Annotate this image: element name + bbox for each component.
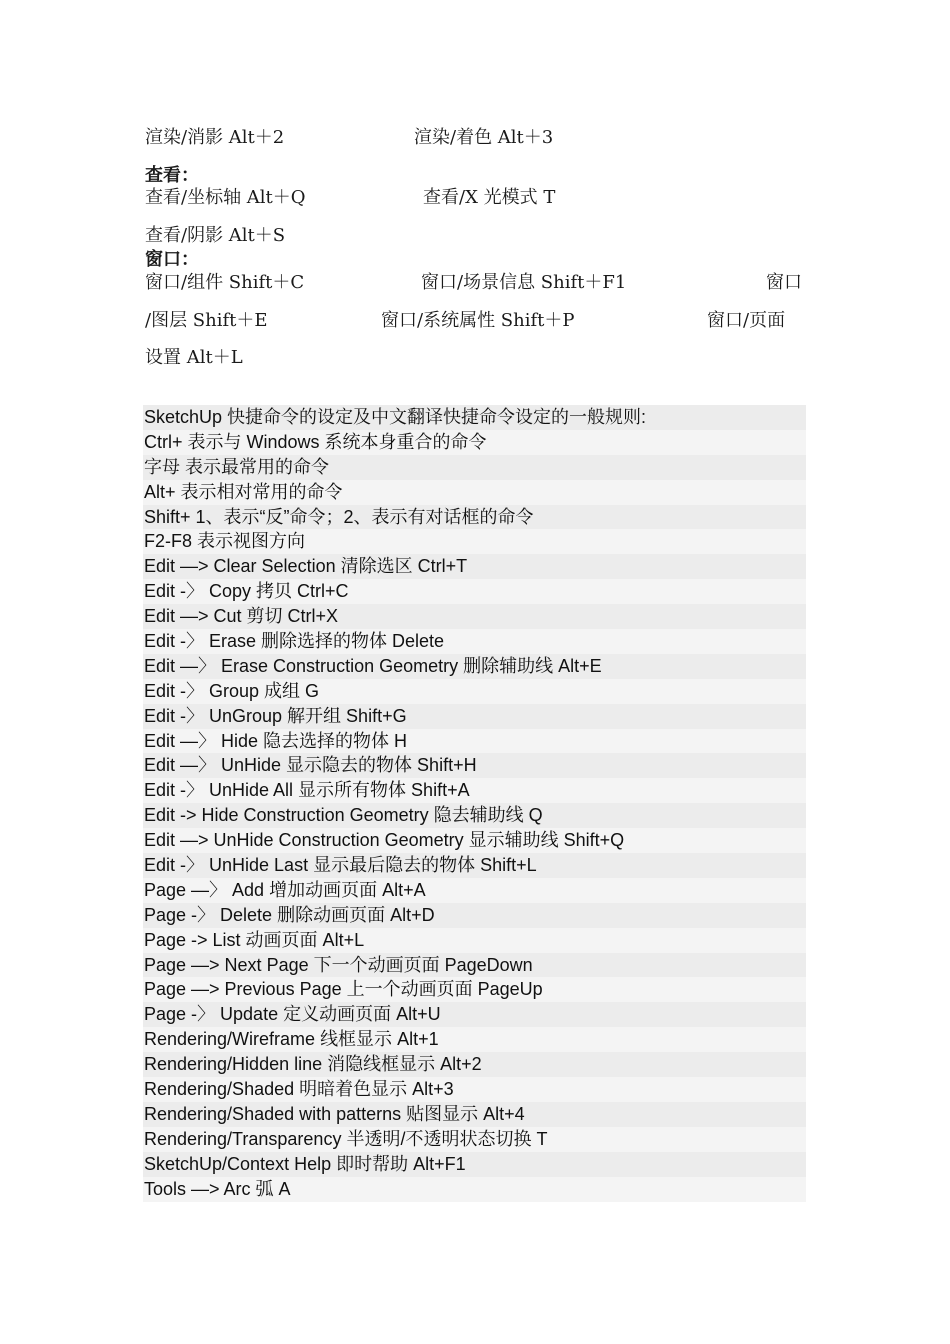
view-xray-text: 查看/X 光模式 T: [423, 187, 556, 208]
window-pagesetup-text: 设置 Alt＋L: [145, 347, 243, 368]
window-sceneinfo-text: 窗口/场景信息 Shift＋F1: [421, 272, 627, 293]
list-item: Edit —> Clear Selection 清除选区 Ctrl+T: [143, 554, 806, 579]
list-item: Rendering/Shaded 明暗着色显示 Alt+3: [143, 1077, 806, 1102]
list-item: Edit -〉 UnGroup 解开组 Shift+G: [143, 704, 806, 729]
list-item: Page —> Next Page 下一个动画页面 PageDown: [143, 953, 806, 978]
list-item: Edit -〉 Copy 拷贝 Ctrl+C: [143, 579, 806, 604]
list-item: Rendering/Wireframe 线框显示 Alt+1: [143, 1027, 806, 1052]
list-item: Edit —> UnHide Construction Geometry 显示辅助线 Shift+Q: [143, 828, 806, 853]
view-axes-text: 查看/坐标轴 Alt＋Q: [145, 187, 306, 208]
list-item: Page —〉 Add 增加动画页面 Alt+A: [143, 878, 806, 903]
list-item: Edit -〉 UnHide Last 显示最后隐去的物体 Shift+L: [143, 853, 806, 878]
list-item: Ctrl+ 表示与 Windows 系统本身重合的命令: [143, 430, 806, 455]
view-shadow-text: 查看/阴影 Alt＋S: [145, 225, 286, 246]
list-item: 字母 表示最常用的命令: [143, 455, 806, 480]
window-layers-text: /图层 Shift＋E: [145, 310, 268, 331]
view-heading: 查看：: [145, 165, 199, 186]
list-item: Page -〉 Update 定义动画页面 Alt+U: [143, 1002, 806, 1027]
list-item: Page -〉 Delete 删除动画页面 Alt+D: [143, 903, 806, 928]
window-sysprops-text: 窗口/系统属性 Shift＋P: [381, 310, 575, 331]
list-item: F2-F8 表示视图方向: [143, 529, 806, 554]
list-item: Edit —〉 UnHide 显示隐去的物体 Shift+H: [143, 753, 806, 778]
list-item: Edit —〉 Erase Construction Geometry 删除辅助线 Alt+E: [143, 654, 806, 679]
window-fragment-text: 窗口: [766, 272, 802, 293]
shortcut-list: [143, 405, 806, 1202]
window-components-text: 窗口/组件 Shift＋C: [145, 272, 305, 293]
list-item: Edit —〉 Hide 隐去选择的物体 H: [143, 729, 806, 754]
list-item: Edit -〉 Erase 删除选择的物体 Delete: [143, 629, 806, 654]
list-item: Shift+ 1、表示“反”命令；2、表示有对话框的命令: [143, 505, 806, 530]
list-item: Rendering/Shaded with patterns 贴图显示 Alt+4: [143, 1102, 806, 1127]
list-item: Edit -> Hide Construction Geometry 隐去辅助线 Q: [143, 803, 806, 828]
render-hiddenline-text: 渲染/消影 Alt＋2: [145, 127, 285, 148]
list-item: Edit —> Cut 剪切 Ctrl+X: [143, 604, 806, 629]
list-item: Edit -〉 Group 成组 G: [143, 679, 806, 704]
list-item: Page —> Previous Page 上一个动画页面 PageUp: [143, 977, 806, 1002]
list-item: SketchUp/Context Help 即时帮助 Alt+F1: [143, 1152, 806, 1177]
list-item: Page -> List 动画页面 Alt+L: [143, 928, 806, 953]
list-item: Alt+ 表示相对常用的命令: [143, 480, 806, 505]
list-item: Edit -〉 UnHide All 显示所有物体 Shift+A: [143, 778, 806, 803]
window-page-text: 窗口/页面: [707, 310, 786, 331]
render-shaded-text: 渲染/着色 Alt＋3: [414, 127, 554, 148]
list-item: Tools —> Arc 弧 A: [143, 1177, 806, 1202]
window-heading: 窗口：: [145, 249, 199, 270]
list-item: Rendering/Transparency 半透明/不透明状态切换 T: [143, 1127, 806, 1152]
list-item: SketchUp 快捷命令的设定及中文翻译快捷命令设定的一般规则:: [143, 405, 806, 430]
list-item: Rendering/Hidden line 消隐线框显示 Alt+2: [143, 1052, 806, 1077]
